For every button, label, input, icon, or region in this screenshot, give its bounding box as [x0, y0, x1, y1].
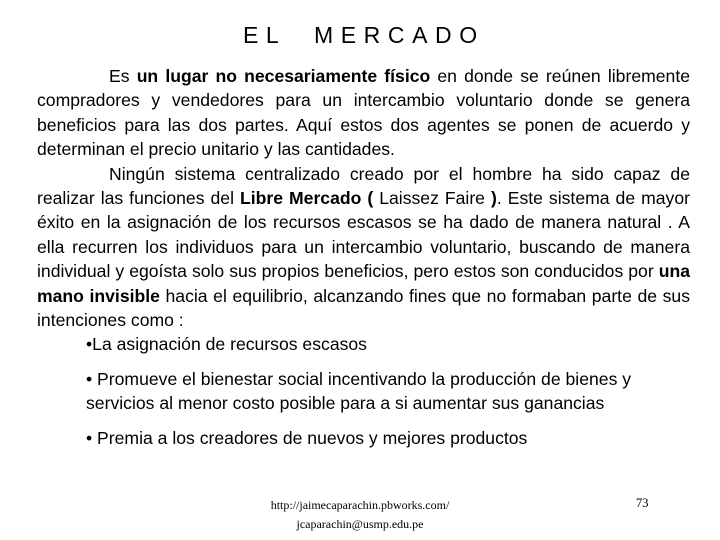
paragraph-libre-mercado-bold1: Libre Mercado ( — [239, 188, 374, 209]
paragraph-libre-mercado-part1: Ningún sistema centralizado creado por el hombre ha sido capaz de realizar las funciones del — [37, 163, 690, 209]
paragraph-libre-mercado-part3: . Este sistema de mayor éxito en la asignación de los recursos escasos se ha dado de manera natural . A ella recurren los individuos para un intercambio voluntario, buscando de manera individual y egoísta solo sus propios beneficios, pero estos son conducidos por — [37, 188, 690, 282]
bullet-item: •La asignación de recursos escasos — [86, 334, 367, 355]
bullet-item: • Premia a los creadores de nuevos y mejores productos — [86, 427, 528, 448]
title-word-mercado: MERCADO — [314, 22, 485, 48]
footer-email: jcaparachin@usmp.edu.pe — [296, 517, 424, 531]
paragraph-libre-mercado — [37, 162, 690, 333]
page-number: 73 — [636, 496, 649, 510]
title-word-el: EL — [243, 22, 287, 48]
paragraph-libre-mercado-part2: Laissez Faire — [373, 188, 491, 209]
slide-body — [37, 64, 690, 451]
slide-title — [0, 22, 720, 52]
paragraph-definition — [37, 64, 690, 162]
bullet-item: • Promueve el bienestar social incentivando la producción de bienes y servicios al menor costo posible para a si aumentar sus ganancias — [86, 368, 632, 414]
paragraph-libre-mercado-bold2: ) — [490, 188, 497, 209]
paragraph-definition-lead: Es — [109, 66, 137, 86]
footer-url: http://jaimecaparachin.pbworks.com/ — [270, 498, 450, 512]
paragraph-definition-bold: un lugar no necesariamente físico — [136, 66, 431, 86]
footer-source — [240, 496, 480, 534]
paragraph-libre-mercado-part4: hacia el equilibrio, alcanzando fines que no formaban parte de sus intenciones como : — [37, 285, 690, 331]
bullet-list — [37, 332, 690, 450]
paragraph-libre-mercado-bold3: una mano invisible — [37, 261, 690, 306]
paragraph-definition-rest: en donde se reúnen libremente compradores y vendedores para un intercambio voluntario donde se genera beneficios para las dos partes. Aquí estos dos agentes se ponen de acuerdo y determinan el precio unitario y las cantidades. — [37, 66, 690, 160]
